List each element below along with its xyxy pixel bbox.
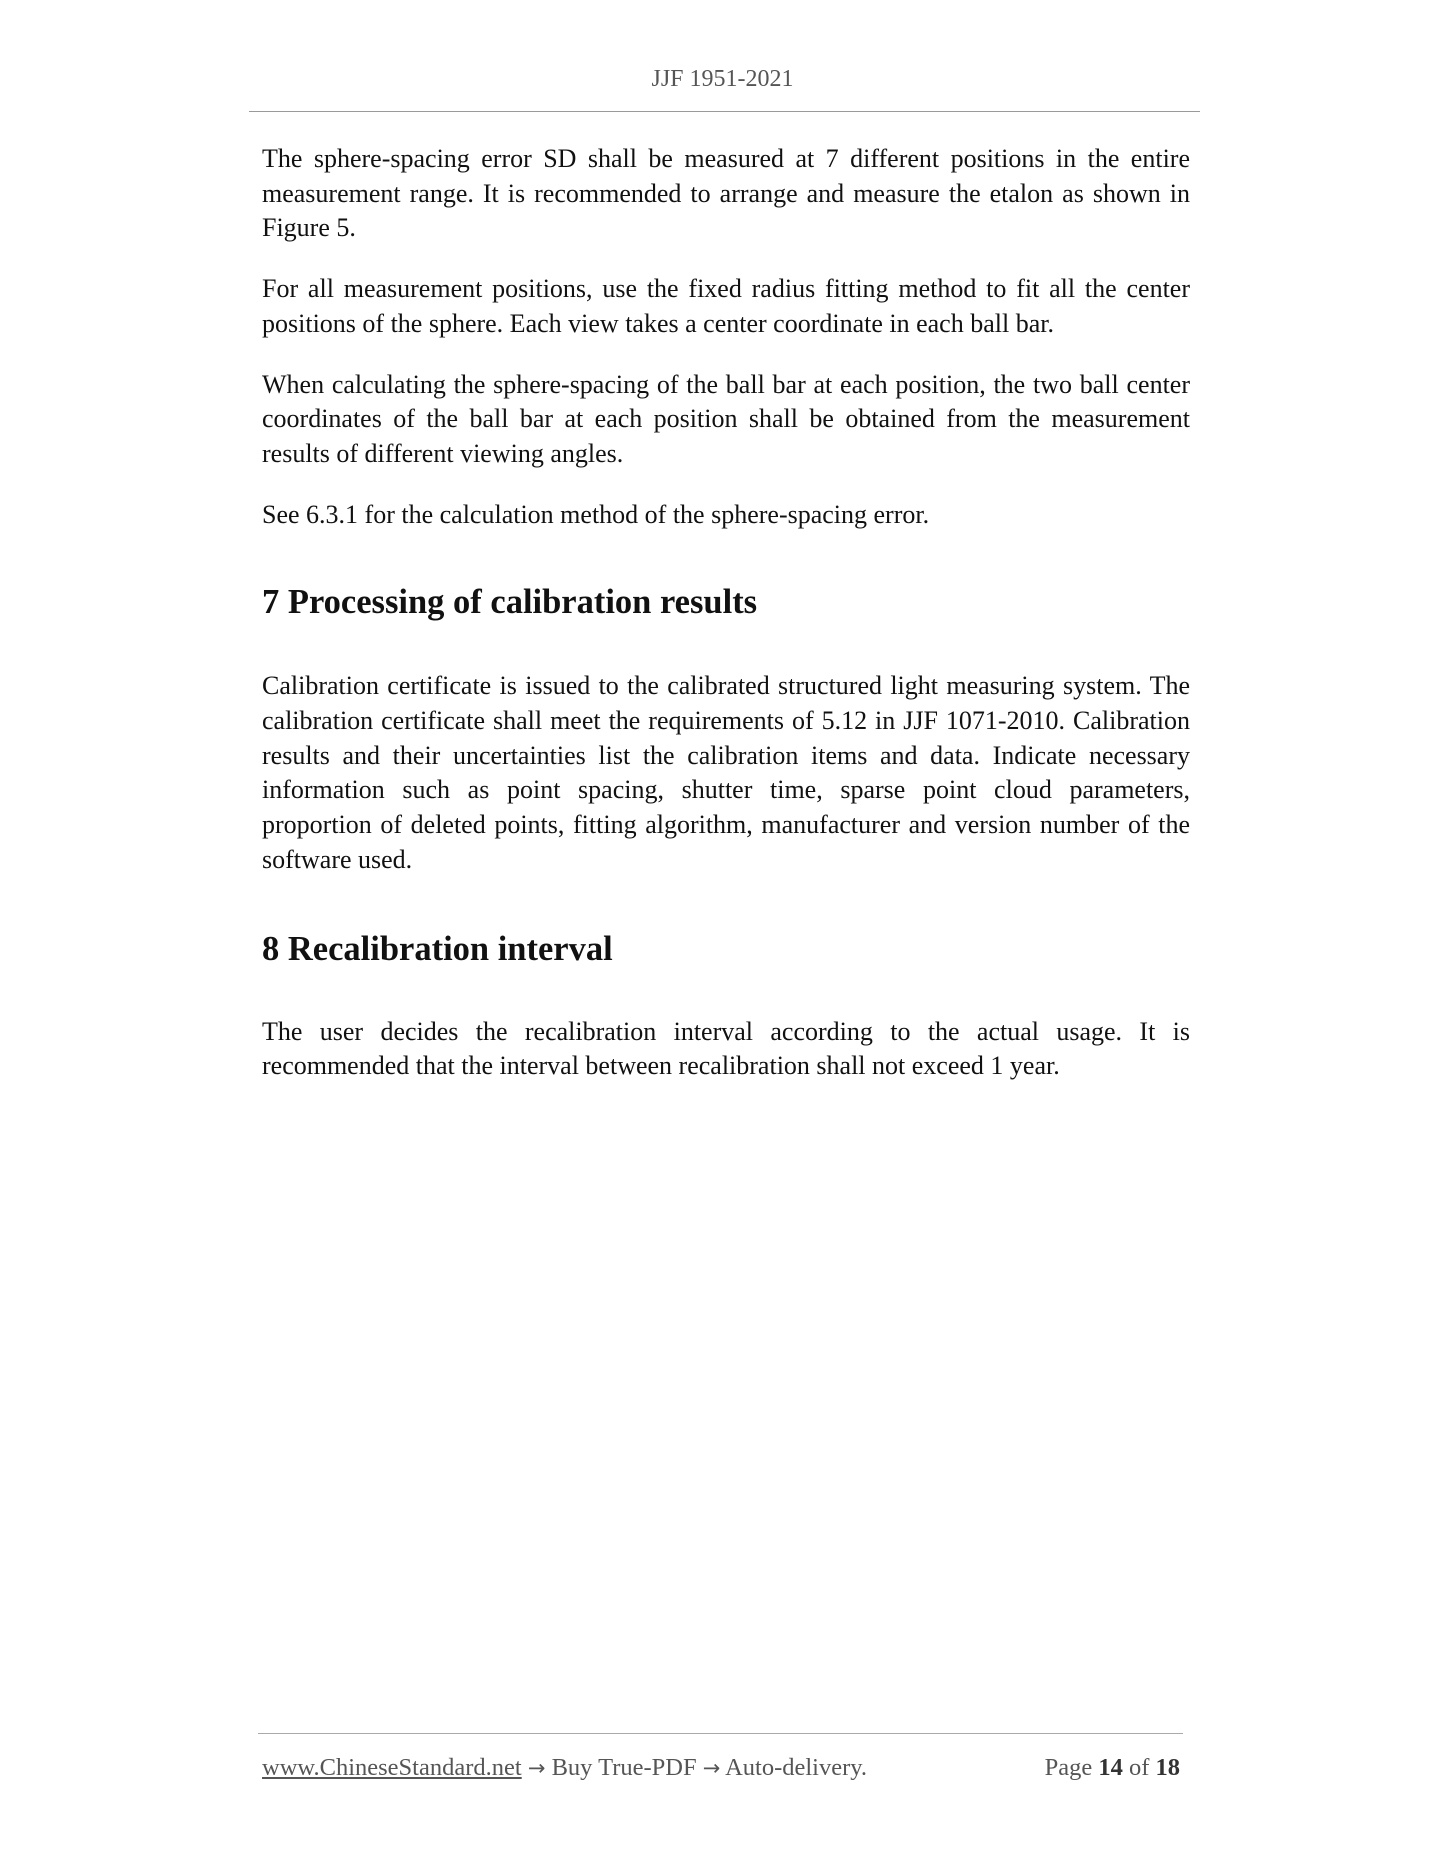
header-divider (249, 111, 1200, 112)
footer-purchase-info (262, 1754, 867, 1782)
paragraph: When calculating the sphere-spacing of the ball bar at each position, the two ball center coordinates of the ball bar at each position shall be obtained from the measurement results of different viewing angles. (262, 369, 1190, 468)
paragraph: For all measurement positions, use the fixed radius fitting method to fit all the center positions of the sphere. Each view takes a center coordinate in each ball bar. (262, 274, 1190, 338)
section-8-heading: 8 Recalibration interval (262, 929, 613, 968)
total-page-number: 18 (1155, 1754, 1180, 1781)
paragraph: See 6.3.1 for the calculation method of the sphere-spacing error. (262, 499, 930, 529)
website-link[interactable]: www.ChineseStandard.net (262, 1754, 522, 1781)
current-page-number: 14 (1098, 1754, 1123, 1781)
of-label: of (1128, 1754, 1150, 1781)
page-header-doc-code: JJF 1951-2021 (651, 66, 794, 92)
section-8-paragraph: The user decides the recalibration interval according to the actual usage. It is recommended that the interval between recalibration shall not exceed 1 year. (262, 1016, 1190, 1081)
page-content (262, 142, 1190, 1110)
footer-step-buy: Buy True-PDF (551, 1754, 697, 1781)
footer-divider (258, 1733, 1183, 1734)
arrow-right-icon: → (702, 1756, 721, 1780)
arrow-right-icon: → (527, 1756, 546, 1780)
page-label: Page (1044, 1754, 1093, 1781)
section-7-heading: 7 Processing of calibration results (262, 583, 758, 622)
section-7-paragraph: Calibration certificate is issued to the calibrated structured light measuring system. The calibration certificate shall meet the requirements of 5.12 in JJF 1071-2010. Calibration results and their uncertainties list the calibration items and data. Indicate necessary information such as point spacing, shutter time, sparse point cloud parameters, proportion of deleted points, fitting algorithm, manufacturer and version number of the software used. (262, 671, 1190, 874)
footer-step-delivery: Auto-delivery. (725, 1754, 868, 1781)
paragraph: The sphere-spacing error SD shall be measured at 7 different positions in the entire measurement range. It is recommended to arrange and measure the etalon as shown in Figure 5. (262, 144, 1190, 243)
page-indicator (1045, 1754, 1180, 1782)
